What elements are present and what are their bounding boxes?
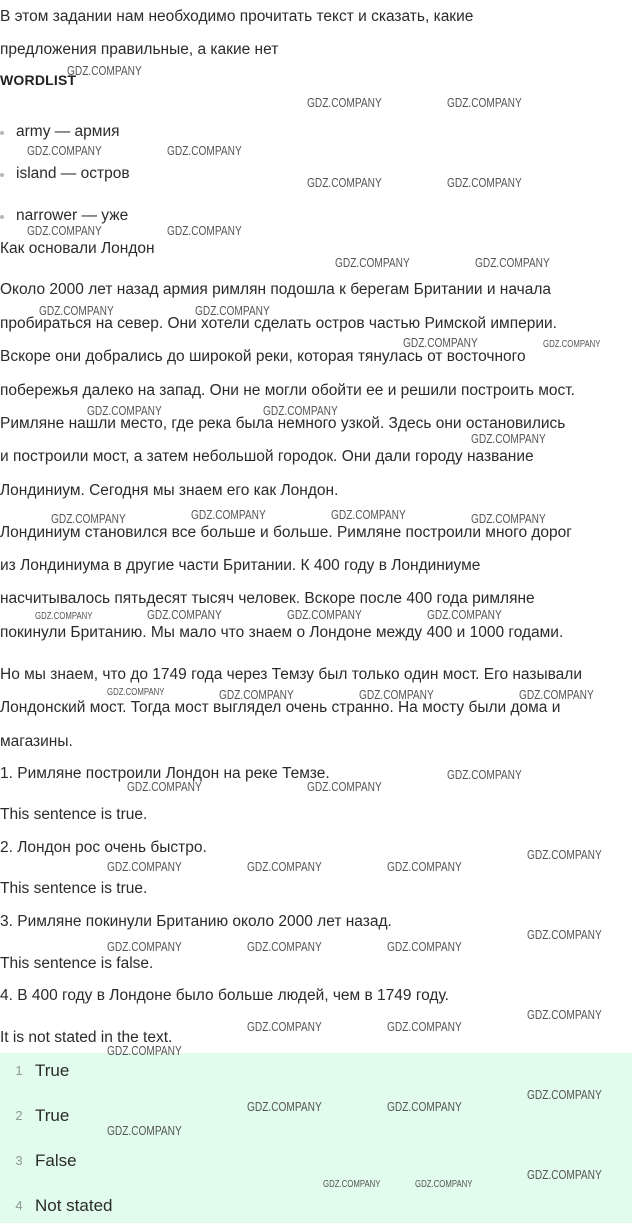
- story-title: Как основали Лондон: [0, 240, 155, 257]
- watermark: GDZ.COMPANY: [403, 335, 478, 350]
- watermark: GDZ.COMPANY: [519, 687, 594, 702]
- watermark: GDZ.COMPANY: [67, 63, 142, 78]
- story-line: Вскоре они добрались до широкой реки, которая тянулась от восточного: [0, 348, 526, 365]
- watermark: GDZ.COMPANY: [527, 1087, 602, 1102]
- watermark: GDZ.COMPANY: [527, 927, 602, 942]
- answer-number: 3: [15, 1153, 23, 1168]
- watermark: GDZ.COMPANY: [387, 939, 462, 954]
- watermark: GDZ.COMPANY: [107, 687, 165, 698]
- watermark: GDZ.COMPANY: [447, 767, 522, 782]
- word-item: narrower — уже: [16, 207, 129, 224]
- answer-label: Not stated: [35, 1195, 113, 1215]
- watermark: GDZ.COMPANY: [527, 1167, 602, 1182]
- watermark: GDZ.COMPANY: [447, 175, 522, 190]
- watermark: GDZ.COMPANY: [247, 1099, 322, 1114]
- watermark: GDZ.COMPANY: [167, 223, 242, 238]
- watermark: GDZ.COMPANY: [39, 303, 114, 318]
- watermark: GDZ.COMPANY: [331, 507, 406, 522]
- answer-label: True: [35, 1060, 70, 1080]
- watermark: GDZ.COMPANY: [147, 607, 222, 622]
- watermark: GDZ.COMPANY: [107, 1123, 182, 1138]
- story-line: Лондиниум становился все больше и больше. Римляне построили много дорог: [0, 524, 572, 541]
- watermark: GDZ.COMPANY: [107, 859, 182, 874]
- story-line: магазины.: [0, 733, 73, 750]
- story-line: Но мы знаем, что до 1749 года через Темзу был только один мост. Его называли: [0, 666, 583, 683]
- watermark: GDZ.COMPANY: [359, 687, 434, 702]
- watermark: GDZ.COMPANY: [387, 1019, 462, 1034]
- watermark: GDZ.COMPANY: [287, 607, 362, 622]
- story-line: Лондонский мост. Тогда мост выглядел очень странно. На мосту были дома и: [0, 699, 561, 716]
- watermark: GDZ.COMPANY: [247, 859, 322, 874]
- watermark: GDZ.COMPANY: [107, 939, 182, 954]
- story-line: Римляне нашли место, где река была немного узкой. Здесь они остановились: [0, 415, 566, 432]
- wordlist-title: WORDLIST: [0, 72, 77, 88]
- story-line: из Лондиниума в другие части Британии. К 400 году в Лондиниуме: [0, 557, 481, 574]
- question-1: 1. Римляне построили Лондон на реке Темзе.: [0, 765, 330, 782]
- answer-number: 1: [15, 1063, 23, 1078]
- watermark: GDZ.COMPANY: [307, 779, 382, 794]
- answers-box: [0, 1053, 632, 1223]
- story-line: Лондиниум. Сегодня мы знаем его как Лондон.: [0, 482, 339, 499]
- answer-row: [0, 1183, 113, 1228]
- story-line: и построили мост, а затем небольшой городок. Они дали городу название: [0, 448, 534, 465]
- watermark: GDZ.COMPANY: [35, 611, 93, 622]
- watermark: GDZ.COMPANY: [471, 511, 546, 526]
- watermark: GDZ.COMPANY: [191, 507, 266, 522]
- question-3: 3. Римляне покинули Британию около 2000 лет назад.: [0, 913, 392, 930]
- watermark: GDZ.COMPANY: [471, 431, 546, 446]
- story-line: побережья далеко на запад. Они не могли обойти ее и решили построить мост.: [0, 382, 575, 399]
- answer-explanation-2: This sentence is true.: [0, 880, 148, 897]
- question-2: 2. Лондон рос очень быстро.: [0, 839, 207, 856]
- answer-number: 2: [15, 1108, 23, 1123]
- answer-explanation-4: It is not stated in the text.: [0, 1029, 173, 1046]
- watermark: GDZ.COMPANY: [263, 403, 338, 418]
- watermark: GDZ.COMPANY: [51, 511, 126, 526]
- answer-label: True: [35, 1105, 70, 1125]
- watermark: GDZ.COMPANY: [127, 779, 202, 794]
- story-line: покинули Британию. Мы мало что знаем о Лондоне между 400 и 1000 годами.: [0, 624, 564, 641]
- intro-line-2: предложения правильные, а какие нет: [0, 41, 279, 58]
- answer-row: [0, 1138, 77, 1183]
- watermark: GDZ.COMPANY: [427, 607, 502, 622]
- watermark: GDZ.COMPANY: [387, 859, 462, 874]
- word-item: army — армия: [16, 123, 120, 140]
- watermark: GDZ.COMPANY: [323, 1179, 381, 1190]
- story-line: насчитывалось пятьдесят тысяч человек. Вскоре после 400 года римляне: [0, 590, 535, 607]
- watermark: GDZ.COMPANY: [247, 1019, 322, 1034]
- watermark: GDZ.COMPANY: [247, 939, 322, 954]
- watermark: GDZ.COMPANY: [527, 1007, 602, 1022]
- answer-row: [0, 1048, 69, 1093]
- answer-explanation-1: This sentence is true.: [0, 806, 148, 823]
- watermark: GDZ.COMPANY: [219, 687, 294, 702]
- watermark: GDZ.COMPANY: [27, 223, 102, 238]
- watermark: GDZ.COMPANY: [107, 1043, 182, 1058]
- answer-row: [0, 1093, 69, 1138]
- question-4: 4. В 400 году в Лондоне было больше людей, чем в 1749 году.: [0, 987, 449, 1004]
- answer-number: 4: [15, 1198, 23, 1213]
- watermark: GDZ.COMPANY: [167, 143, 242, 158]
- watermark: GDZ.COMPANY: [415, 1179, 473, 1190]
- story-line: Около 2000 лет назад армия римлян подошла к берегам Британии и начала: [0, 281, 551, 298]
- watermark: GDZ.COMPANY: [543, 339, 601, 350]
- watermark: GDZ.COMPANY: [307, 95, 382, 110]
- word-item: island — остров: [16, 165, 130, 182]
- watermark: GDZ.COMPANY: [335, 255, 410, 270]
- intro-line-1: В этом задании нам необходимо прочитать текст и сказать, какие: [0, 8, 474, 25]
- watermark: GDZ.COMPANY: [307, 175, 382, 190]
- watermark: GDZ.COMPANY: [447, 95, 522, 110]
- watermark: GDZ.COMPANY: [527, 847, 602, 862]
- story-line: пробираться на север. Они хотели сделать остров частью Римской империи.: [0, 315, 557, 332]
- watermark: GDZ.COMPANY: [475, 255, 550, 270]
- watermark: GDZ.COMPANY: [87, 403, 162, 418]
- watermark: GDZ.COMPANY: [195, 303, 270, 318]
- watermark: GDZ.COMPANY: [27, 143, 102, 158]
- watermark: GDZ.COMPANY: [387, 1099, 462, 1114]
- answer-label: False: [35, 1150, 77, 1170]
- answer-explanation-3: This sentence is false.: [0, 955, 154, 972]
